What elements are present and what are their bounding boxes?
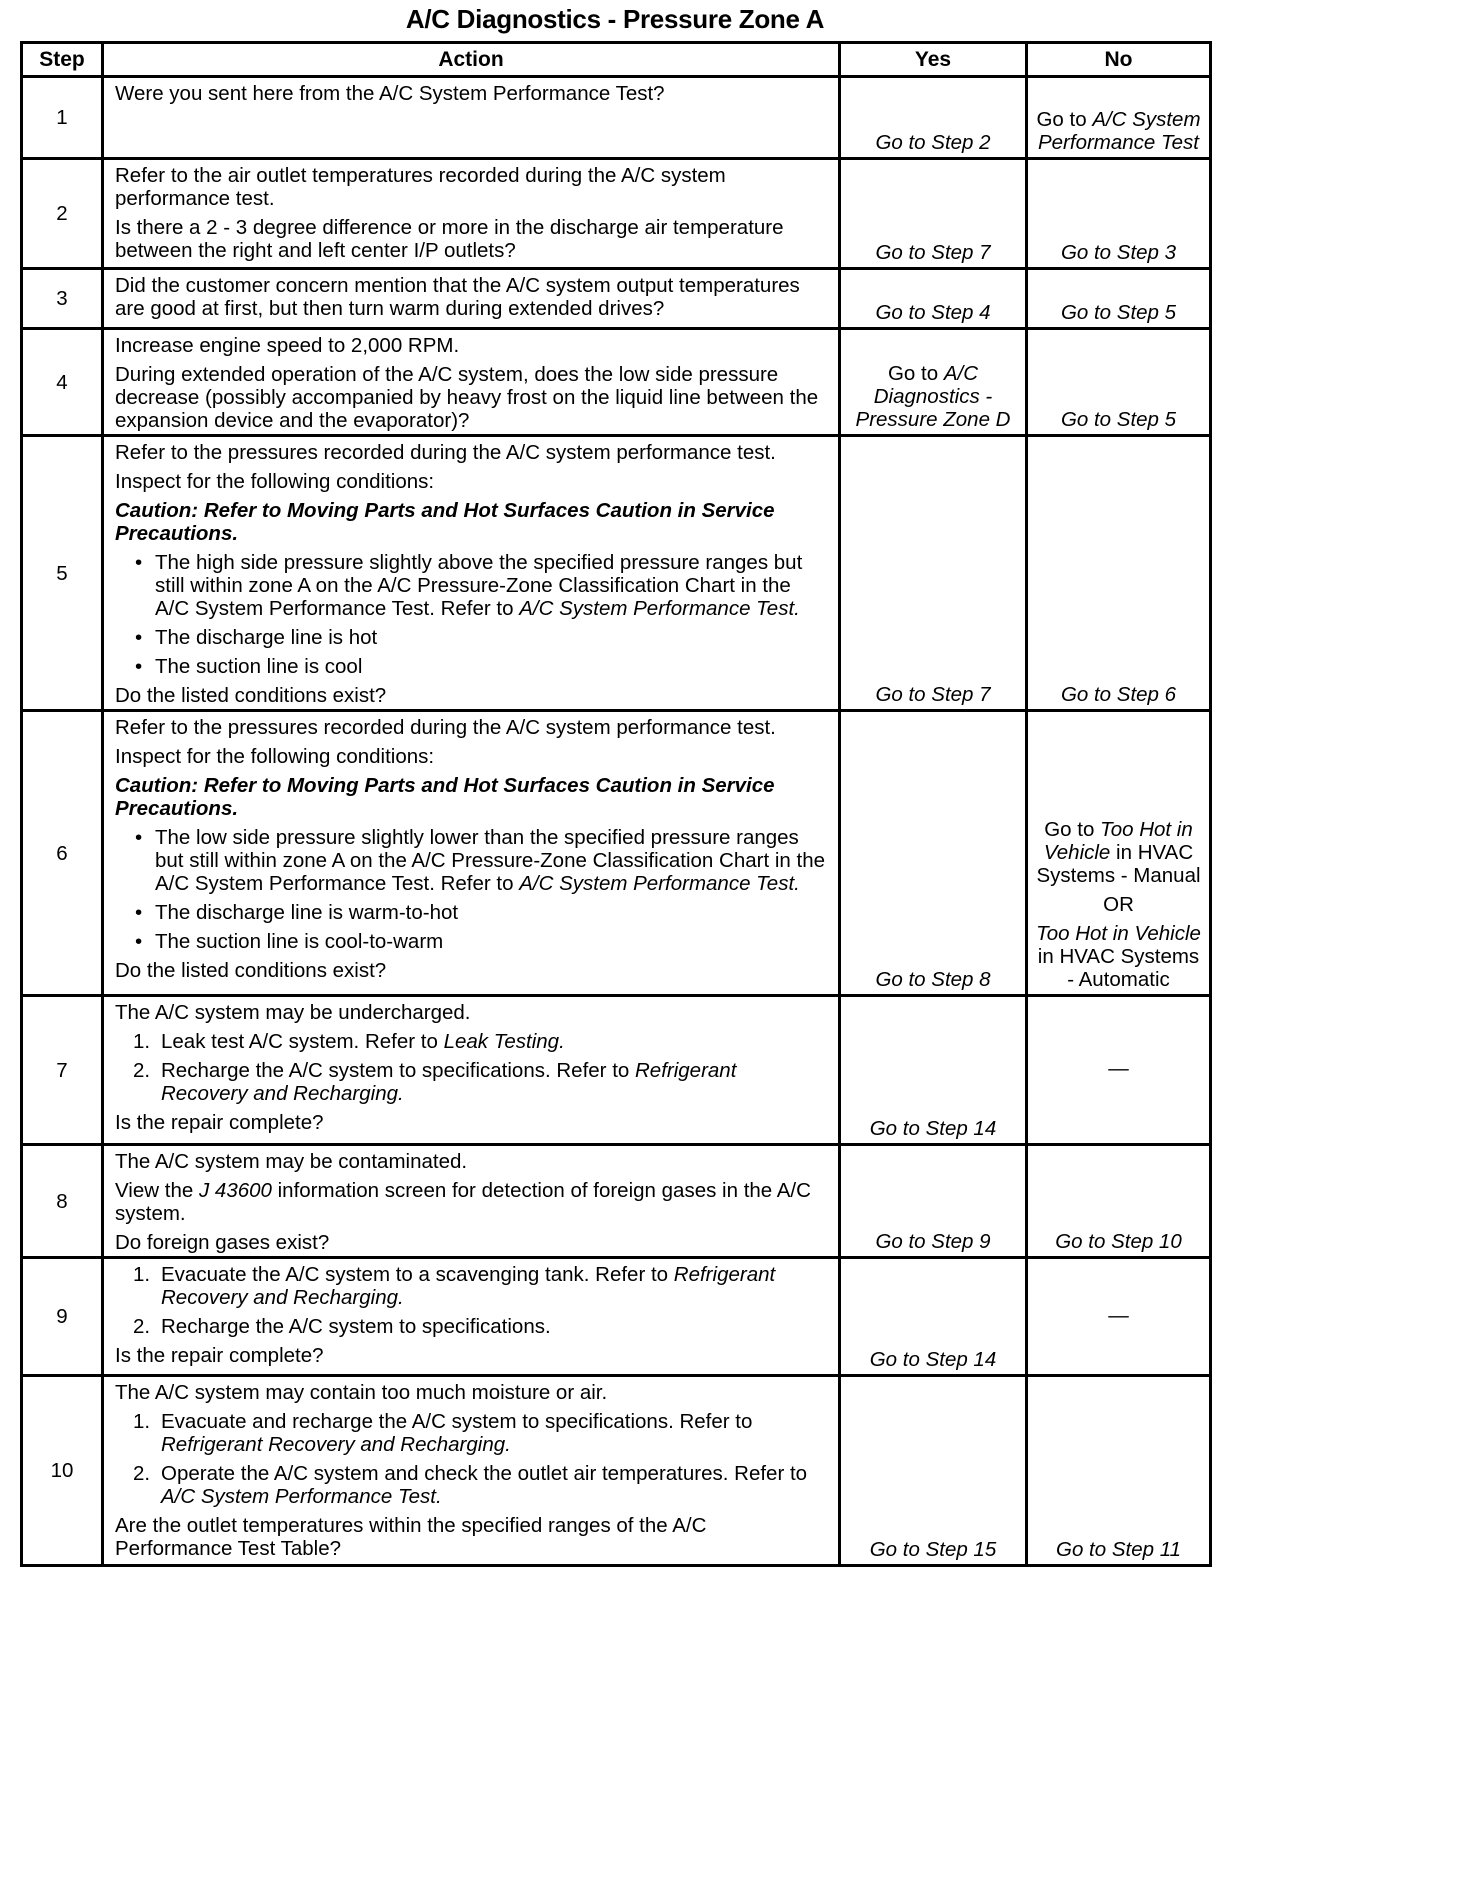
yes-cell <box>840 1258 1027 1376</box>
action-cell <box>103 329 840 436</box>
yes-link[interactable]: Go to Step 15 <box>869 1538 997 1561</box>
action-text: Were you sent here from the A/C System Performance Test? <box>115 82 665 105</box>
step-number: 1 <box>22 77 103 159</box>
procedure-list <box>115 1030 826 1105</box>
procedure-item <box>133 1410 826 1456</box>
condition-item <box>155 626 826 649</box>
item-text: Leak test A/C system. Refer to <box>161 1030 438 1053</box>
yes-prefix: Go to <box>887 362 939 385</box>
no-suffix: in HVAC Systems - Manual <box>1036 841 1201 887</box>
action-text: Refer to the pressures recorded during the A/C system performance test. <box>115 441 776 464</box>
action-cell <box>103 159 840 269</box>
procedure-list <box>115 1410 826 1508</box>
no-link[interactable]: Go to Step 11 <box>1056 1538 1181 1561</box>
yes-cell <box>840 1376 1027 1566</box>
action-question: Do the listed conditions exist? <box>115 959 387 982</box>
yes-link[interactable]: Go to Step 7 <box>875 241 991 264</box>
condition-item <box>155 551 826 620</box>
table-row <box>22 77 1211 159</box>
item-text: Recharge the A/C system to specifications. <box>161 1315 551 1338</box>
action-question: Are the outlet temperatures within the specified ranges of the A/C Performance Test Table? <box>115 1514 707 1560</box>
action-cell <box>103 1258 840 1376</box>
procedure-item <box>133 1030 826 1053</box>
no-cell <box>1027 1376 1211 1566</box>
action-text: The A/C system may be undercharged. <box>115 1001 471 1024</box>
yes-link[interactable]: Go to Step 2 <box>875 131 991 154</box>
no-cell <box>1027 1145 1211 1258</box>
item-text: Recharge the A/C system to specifications. Refer to <box>161 1059 630 1082</box>
action-question: Is the repair complete? <box>115 1111 324 1134</box>
step-number: 4 <box>22 329 103 436</box>
yes-link[interactable]: Go to Step 14 <box>869 1348 997 1371</box>
table-row <box>22 996 1211 1145</box>
no-cell <box>1027 1258 1211 1376</box>
yes-cell <box>840 711 1027 996</box>
action-cell <box>103 1376 840 1566</box>
no-suffix: in HVAC Systems - Automatic <box>1037 945 1200 991</box>
no-link[interactable]: Go to Step 5 <box>1060 408 1177 431</box>
not-applicable-dash: — <box>1108 1303 1129 1327</box>
action-cell <box>103 996 840 1145</box>
yes-link[interactable]: Go to Step 9 <box>875 1230 991 1253</box>
action-cell <box>103 77 840 159</box>
action-text: The A/C system may be contaminated. <box>115 1150 468 1173</box>
reference-link[interactable]: A/C System Performance Test. <box>519 872 800 895</box>
yes-cell <box>840 996 1027 1145</box>
condition-text: The high side pressure slightly above the specified pressure ranges but still within zone A on the A/C Pressure-Zone Classification Chart in the A/C System Performance Test. Refer to <box>155 551 803 620</box>
condition-item <box>155 930 826 953</box>
step-number: 5 <box>22 436 103 711</box>
condition-item <box>155 826 826 895</box>
item-text: Operate the A/C system and check the outlet air temperatures. Refer to <box>161 1462 808 1485</box>
condition-list <box>115 551 826 678</box>
condition-text: The low side pressure slightly lower than the specified pressure ranges but still within zone A on the A/C Pressure-Zone Classification Chart in the A/C System Performance Test. Refer to <box>155 826 826 895</box>
no-cell <box>1027 996 1211 1145</box>
table-row <box>22 1258 1211 1376</box>
reference-link[interactable]: A/C System Performance Test. <box>161 1485 442 1508</box>
no-cell <box>1027 77 1211 159</box>
condition-text: The discharge line is hot <box>155 626 378 649</box>
reference-link[interactable]: Refrigerant Recovery and Recharging. <box>161 1059 737 1105</box>
no-cell <box>1027 159 1211 269</box>
action-question: Is the repair complete? <box>115 1344 324 1367</box>
text-fragment: View the <box>115 1179 194 1202</box>
action-text <box>115 1179 826 1225</box>
procedure-item <box>133 1059 826 1105</box>
yes-cell <box>840 77 1027 159</box>
reference-link[interactable]: Refrigerant Recovery and Recharging. <box>161 1263 776 1309</box>
action-cell <box>103 1145 840 1258</box>
table-row <box>22 711 1211 996</box>
no-link[interactable]: Go to Step 5 <box>1060 301 1177 324</box>
page-title: A/C Diagnostics - Pressure Zone A <box>405 4 825 34</box>
step-number: 6 <box>22 711 103 996</box>
item-number: 2. <box>133 1059 151 1082</box>
reference-link[interactable]: A/C System Performance Test. <box>519 597 800 620</box>
procedure-item <box>133 1315 826 1338</box>
item-number: 2. <box>133 1315 151 1338</box>
action-text: Increase engine speed to 2,000 RPM. <box>115 334 460 357</box>
action-text: Inspect for the following conditions: <box>115 745 435 768</box>
condition-text: The suction line is cool <box>155 655 363 678</box>
item-text: Evacuate the A/C system to a scavenging tank. Refer to <box>161 1263 669 1286</box>
no-link[interactable]: Too Hot in Vehicle <box>1043 818 1193 864</box>
step-number: 3 <box>22 269 103 329</box>
caution-note: Caution: Refer to Moving Parts and Hot Surfaces Caution in Service Precautions. <box>115 774 775 820</box>
action-cell <box>103 269 840 329</box>
no-prefix: Go to <box>1036 108 1087 131</box>
action-question: Do foreign gases exist? <box>115 1231 330 1254</box>
item-text: Evacuate and recharge the A/C system to specifications. Refer to <box>161 1410 753 1433</box>
action-question: Did the customer concern mention that the A/C system output temperatures are good at first, but then turn warm during extended drives? <box>115 274 800 320</box>
or-separator: OR <box>1103 893 1134 916</box>
yes-cell <box>840 269 1027 329</box>
tool-name: J 43600 <box>198 1179 272 1202</box>
header-no: No <box>1027 43 1211 77</box>
step-number: 9 <box>22 1258 103 1376</box>
table-row <box>22 269 1211 329</box>
action-text: Refer to the air outlet temperatures recorded during the A/C system performance test. <box>115 164 726 210</box>
no-link[interactable]: Go to Step 3 <box>1060 241 1177 264</box>
action-question: During extended operation of the A/C system, does the low side pressure decrease (possibly accompanied by heavy frost on the liquid line between the expansion device and the evaporator)? <box>115 363 819 432</box>
item-number: 2. <box>133 1462 151 1485</box>
yes-cell <box>840 1145 1027 1258</box>
no-cell <box>1027 269 1211 329</box>
item-number: 1. <box>133 1030 151 1053</box>
condition-text: The discharge line is warm-to-hot <box>155 901 459 924</box>
diagnostic-table <box>20 41 1212 1567</box>
yes-cell <box>840 329 1027 436</box>
condition-text: The suction line is cool-to-warm <box>155 930 444 953</box>
no-cell <box>1027 436 1211 711</box>
yes-link[interactable]: Go to Step 14 <box>869 1117 997 1140</box>
header-yes: Yes <box>840 43 1027 77</box>
yes-link[interactable]: Go to Step 8 <box>875 968 991 991</box>
reference-link[interactable]: Leak Testing. <box>443 1030 565 1053</box>
procedure-item <box>133 1462 826 1508</box>
not-applicable-dash: — <box>1108 1057 1129 1080</box>
yes-link[interactable]: Go to Step 4 <box>875 301 991 324</box>
procedure-list <box>115 1263 826 1338</box>
table-row <box>22 159 1211 269</box>
no-prefix: Go to <box>1044 818 1095 841</box>
no-link[interactable]: Go to Step 6 <box>1060 683 1177 706</box>
item-number: 1. <box>133 1263 151 1286</box>
action-text: Refer to the pressures recorded during the A/C system performance test. <box>115 716 776 739</box>
condition-item <box>155 901 826 924</box>
text-fragment: information screen for detection of foreign gases in the A/C system. <box>115 1179 811 1225</box>
table-row <box>22 436 1211 711</box>
header-action: Action <box>103 43 840 77</box>
action-cell <box>103 711 840 996</box>
condition-item <box>155 655 826 678</box>
procedure-item <box>133 1263 826 1309</box>
table-header-row <box>22 43 1211 77</box>
header-step: Step <box>22 43 103 77</box>
action-text: The A/C system may contain too much moisture or air. <box>115 1381 608 1404</box>
table-row <box>22 1145 1211 1258</box>
item-number: 1. <box>133 1410 151 1433</box>
action-question: Do the listed conditions exist? <box>115 684 387 707</box>
no-link[interactable]: Too Hot in Vehicle <box>1036 922 1201 945</box>
reference-link[interactable]: Refrigerant Recovery and Recharging. <box>161 1433 511 1456</box>
action-question: Is there a 2 - 3 degree difference or more in the discharge air temperature between the right and left center I/P outlets? <box>115 216 784 262</box>
no-cell <box>1027 711 1211 996</box>
no-cell <box>1027 329 1211 436</box>
table-row <box>22 329 1211 436</box>
condition-list <box>115 826 826 953</box>
action-cell <box>103 436 840 711</box>
step-number: 7 <box>22 996 103 1145</box>
caution-note: Caution: Refer to Moving Parts and Hot Surfaces Caution in Service Precautions. <box>115 499 775 545</box>
step-number: 2 <box>22 159 103 269</box>
step-number: 10 <box>22 1376 103 1566</box>
action-text: Inspect for the following conditions: <box>115 470 435 493</box>
yes-cell <box>840 436 1027 711</box>
yes-link[interactable]: Go to Step 7 <box>875 683 991 706</box>
yes-cell <box>840 159 1027 269</box>
no-link[interactable]: Go to Step 10 <box>1055 1230 1182 1253</box>
step-number: 8 <box>22 1145 103 1258</box>
yes-link[interactable]: A/C Diagnostics - Pressure Zone D <box>855 362 1011 431</box>
no-link[interactable]: A/C System Performance Test <box>1037 108 1201 154</box>
table-row <box>22 1376 1211 1566</box>
